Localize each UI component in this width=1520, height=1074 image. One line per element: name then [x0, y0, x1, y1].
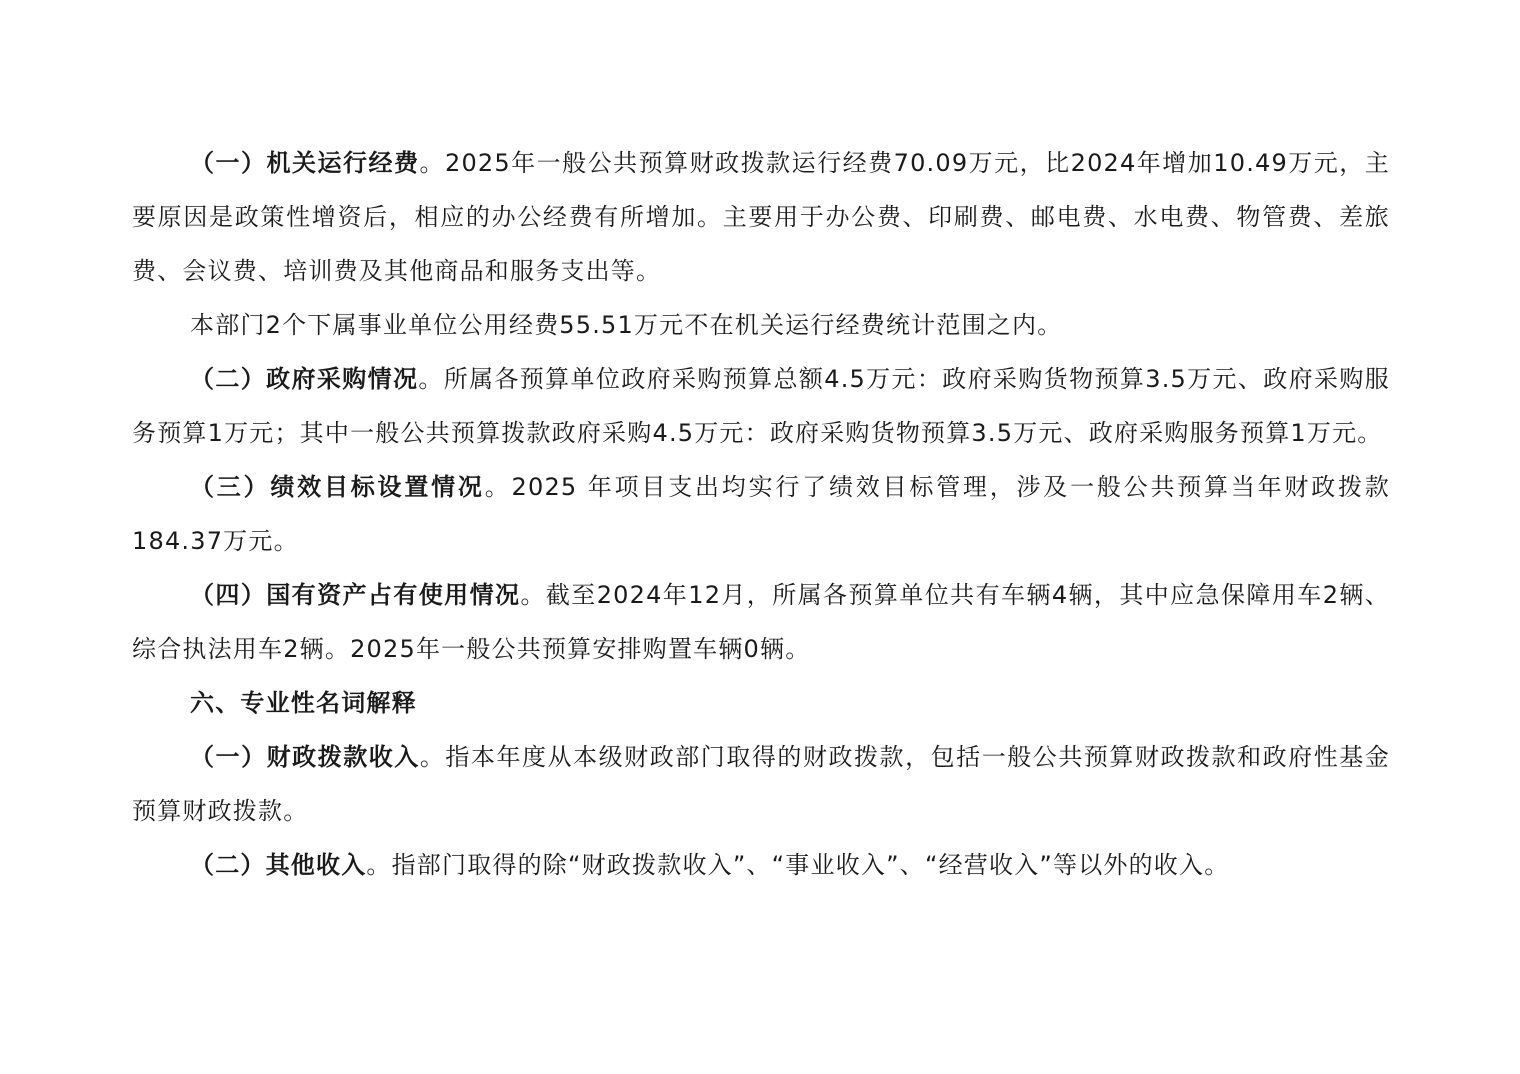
paragraph-government-procurement	[132, 352, 1390, 460]
paragraph-body: 本部门2个下属事业单位公用经费55.51万元不在机关运行经费统计范围之内。	[190, 311, 1063, 339]
paragraph-body: 。2025 年项目支出均实行了绩效目标管理，涉及一般公共预算当年财政拨款184.37万元。	[132, 473, 1390, 555]
paragraph-state-assets	[132, 568, 1390, 676]
section-heading-terminology: 六、专业性名词解释	[190, 689, 417, 717]
paragraph-administrative-operating-expenses	[132, 136, 1390, 298]
paragraph-body: 。指部门取得的除“财政拨款收入”、“事业收入”、“经营收入”等以外的收入。	[366, 851, 1230, 879]
paragraph-body: 。2025年一般公共预算财政拨款运行经费70.09万元，比2024年增加10.49万元，主要原因是政策性增资后，相应的办公经费有所增加。主要用于办公费、印刷费、邮电费、水电费、物管费、差旅费、会议费、培训费及其他商品和服务支出等。	[132, 149, 1390, 285]
paragraph-lead: （三）绩效目标设置情况	[190, 473, 485, 501]
paragraph-subordinate-units-note	[132, 298, 1390, 352]
paragraph-body: 。所属各预算单位政府采购预算总额4.5万元：政府采购货物预算3.5万元、政府采购服务预算1万元；其中一般公共预算拨款政府采购4.5万元：政府采购货物预算3.5万元、政府采购服务预算1万元。	[132, 365, 1390, 447]
paragraph-performance-targets	[132, 460, 1390, 568]
paragraph-lead: （二）其他收入	[190, 851, 367, 879]
paragraph-lead: （一）机关运行经费	[190, 149, 420, 177]
paragraph-lead: （二）政府采购情况	[190, 365, 419, 393]
paragraph-lead: （一）财政拨款收入	[190, 743, 420, 771]
paragraph-fiscal-appropriation-income	[132, 730, 1390, 838]
paragraph-other-income	[132, 838, 1390, 892]
paragraph-lead: （四）国有资产占有使用情况	[190, 581, 521, 609]
document-page	[132, 136, 1390, 892]
paragraph-body: 。指本年度从本级财政部门取得的财政拨款，包括一般公共预算财政拨款和政府性基金预算财政拨款。	[132, 743, 1390, 825]
paragraph-body: 。截至2024年12月，所属各预算单位共有车辆4辆，其中应急保障用车2辆、综合执法用车2辆。2025年一般公共预算安排购置车辆0辆。	[132, 581, 1390, 663]
